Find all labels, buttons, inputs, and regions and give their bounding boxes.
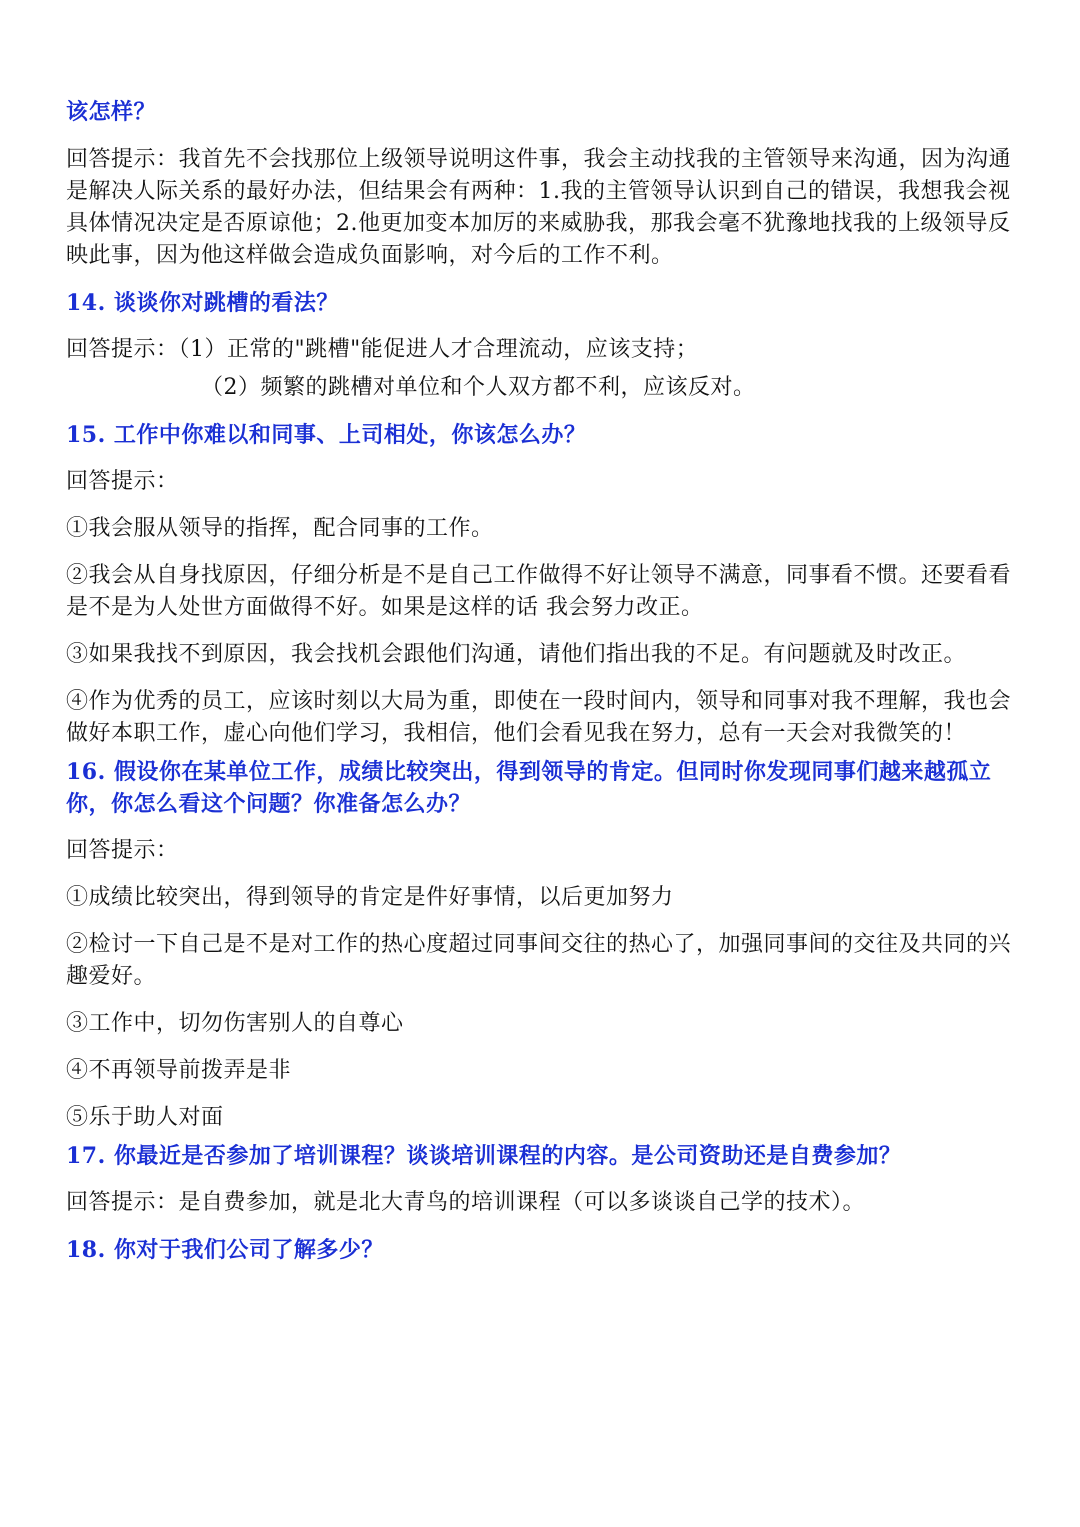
answer-15-item-3: ③如果我找不到原因，我会找机会跟他们沟通，请他们指出我的不足。有问题就及时改正。 (66, 642, 967, 667)
question-14: 14. 谈谈你对跳槽的看法？ (66, 290, 339, 316)
answer-15-item-1: ①我会服从领导的指挥，配合同事的工作。 (66, 516, 494, 541)
question-13-tail: 该怎样？ (66, 99, 157, 125)
answer-16-item-3: ③工作中，切勿伤害别人的自尊心 (66, 1011, 404, 1036)
answer-16-item-5: ⑤乐于助人对面 (66, 1105, 224, 1130)
answer-14-line2: （2）频繁的跳槽对单位和个人双方都不利，应该反对。 (201, 375, 756, 400)
answer-16-item-2: ②检讨一下自己是不是对工作的热心度超过同事间交往的热心了，加强同事间的交往及共同的兴趣爱好。 (66, 932, 1012, 989)
answer-17: 回答提示：是自费参加，就是北大青鸟的培训课程（可以多谈谈自己学的技术）。 (66, 1190, 866, 1215)
answer-14-line1: 回答提示：（1）正常的"跳槽"能促进人才合理流动，应该支持； (66, 337, 699, 362)
answer-13: 回答提示：我首先不会找那位上级领导说明这件事，我会主动找我的主管领导来沟通，因为沟通是解决人际关系的最好办法，但结果会有两种：1.我的主管领导认识到自己的错误，我想我会视具体情况决定是否原谅他；2.他更加变本加厉的来威胁我，那我会毫不犹豫地找我的上级领导反映此事，因为他这样做会造成负面影响，对今后的工作不利。 (66, 147, 1012, 268)
answer-15-label: 回答提示： (66, 469, 179, 494)
answer-16-item-4: ④不再领导前拨弄是非 (66, 1058, 292, 1083)
question-16: 16. 假设你在某单位工作，成绩比较突出，得到领导的肯定。但同时你发现同事们越来越孤立你，你怎么看这个问题？你准备怎么办？ (66, 759, 992, 817)
answer-15-item-2: ②我会从自身找原因，仔细分析是不是自己工作做得不好让领导不满意，同事看不惯。还要看看是不是为人处世方面做得不好。如果是这样的话 我会努力改正。 (66, 563, 1012, 620)
answer-16-label: 回答提示： (66, 838, 179, 863)
question-17: 17. 你最近是否参加了培训课程？谈谈培训课程的内容。是公司资助还是自费参加？ (66, 1143, 902, 1169)
document-page (66, 96, 1016, 1281)
answer-16-item-1: ①成绩比较突出，得到领导的肯定是件好事情，以后更加努力 (66, 885, 674, 910)
question-18: 18. 你对于我们公司了解多少？ (66, 1237, 384, 1263)
answer-15-item-4: ④作为优秀的员工，应该时刻以大局为重，即使在一段时间内，领导和同事对我不理解，我也会做好本职工作，虚心向他们学习，我相信，他们会看见我在努力，总有一天会对我微笑的！ (66, 689, 1012, 746)
question-15: 15. 工作中你难以和同事、上司相处，你该怎么办？ (66, 422, 587, 448)
